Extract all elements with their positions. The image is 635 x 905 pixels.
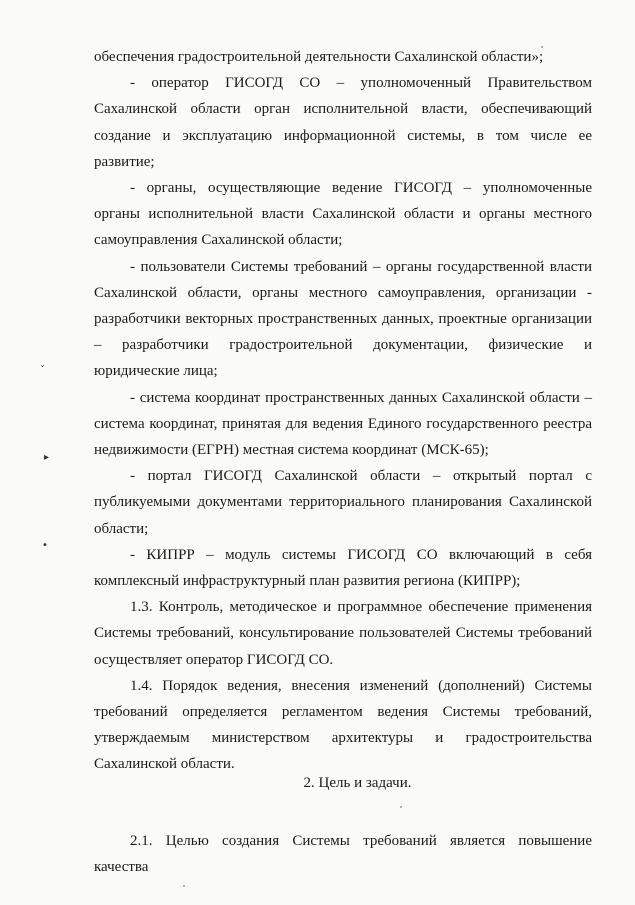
- paragraph-operator: - оператор ГИСОГД СО – уполномоченный Правительством Сахалинской области орган исполнительной власти, обеспечивающий создание и эксплуатацию информационной системы, в том числе ее развитие;: [94, 75, 592, 170]
- paragraph-continuation: обеспечения градостроительной деятельности Сахалинской области»;: [94, 49, 544, 65]
- scan-mark: ▸: [44, 452, 50, 463]
- section-heading: 2. Цель и задачи.: [303, 775, 412, 791]
- paragraph-1-3: 1.3. Контроль, методическое и программное обеспечение применения Системы требований, консультирование пользователей Системы требований осуществляет оператор ГИСОГД СО.: [94, 599, 592, 668]
- scan-speck: [183, 885, 185, 887]
- paragraph-kiprr: - КИПРР – модуль системы ГИСОГД СО включающий в себя комплексный инфраструктурный план развития региона (КИПРР);: [94, 546, 592, 590]
- paragraph-portal: - портал ГИСОГД Сахалинской области – открытый портал с публикуемыми документами территориального планирования Сахалинской области;: [94, 468, 592, 537]
- paragraph-users: - пользователи Системы требований – органы государственной власти Сахалинской области, органы местного самоуправления, организации - разработчики векторных пространственных данных, проектные организации – разработчики градостроительной документации, физические и юридические лица;: [94, 258, 592, 380]
- body-text: [94, 44, 592, 778]
- paragraph-1-4: 1.4. Порядок ведения, внесения изменений (дополнений) Системы требований определяется регламентом ведения Системы требований, утверждаемым министерством архитектуры и градостроительства Сахалинской области.: [94, 677, 592, 773]
- scan-speck: [541, 46, 543, 48]
- scan-mark: ˇ: [40, 365, 45, 376]
- paragraph-organs: - органы, осуществляющие ведение ГИСОГД – уполномоченные органы исполнительной власти Сахалинской области и органы местного самоуправления Сахалинской области;: [94, 180, 592, 249]
- scan-speck: [400, 806, 402, 808]
- paragraph-coordinate-system: - система координат пространственных данных Сахалинской области – система координат, принятая для ведения Единого государственного реестра недвижимости (ЕГРН) местная система координат (МСК-65);: [94, 389, 592, 459]
- paragraph-2-1: 2.1. Целью создания Системы требований является повышение качества: [94, 833, 592, 875]
- scan-mark: •: [42, 540, 48, 551]
